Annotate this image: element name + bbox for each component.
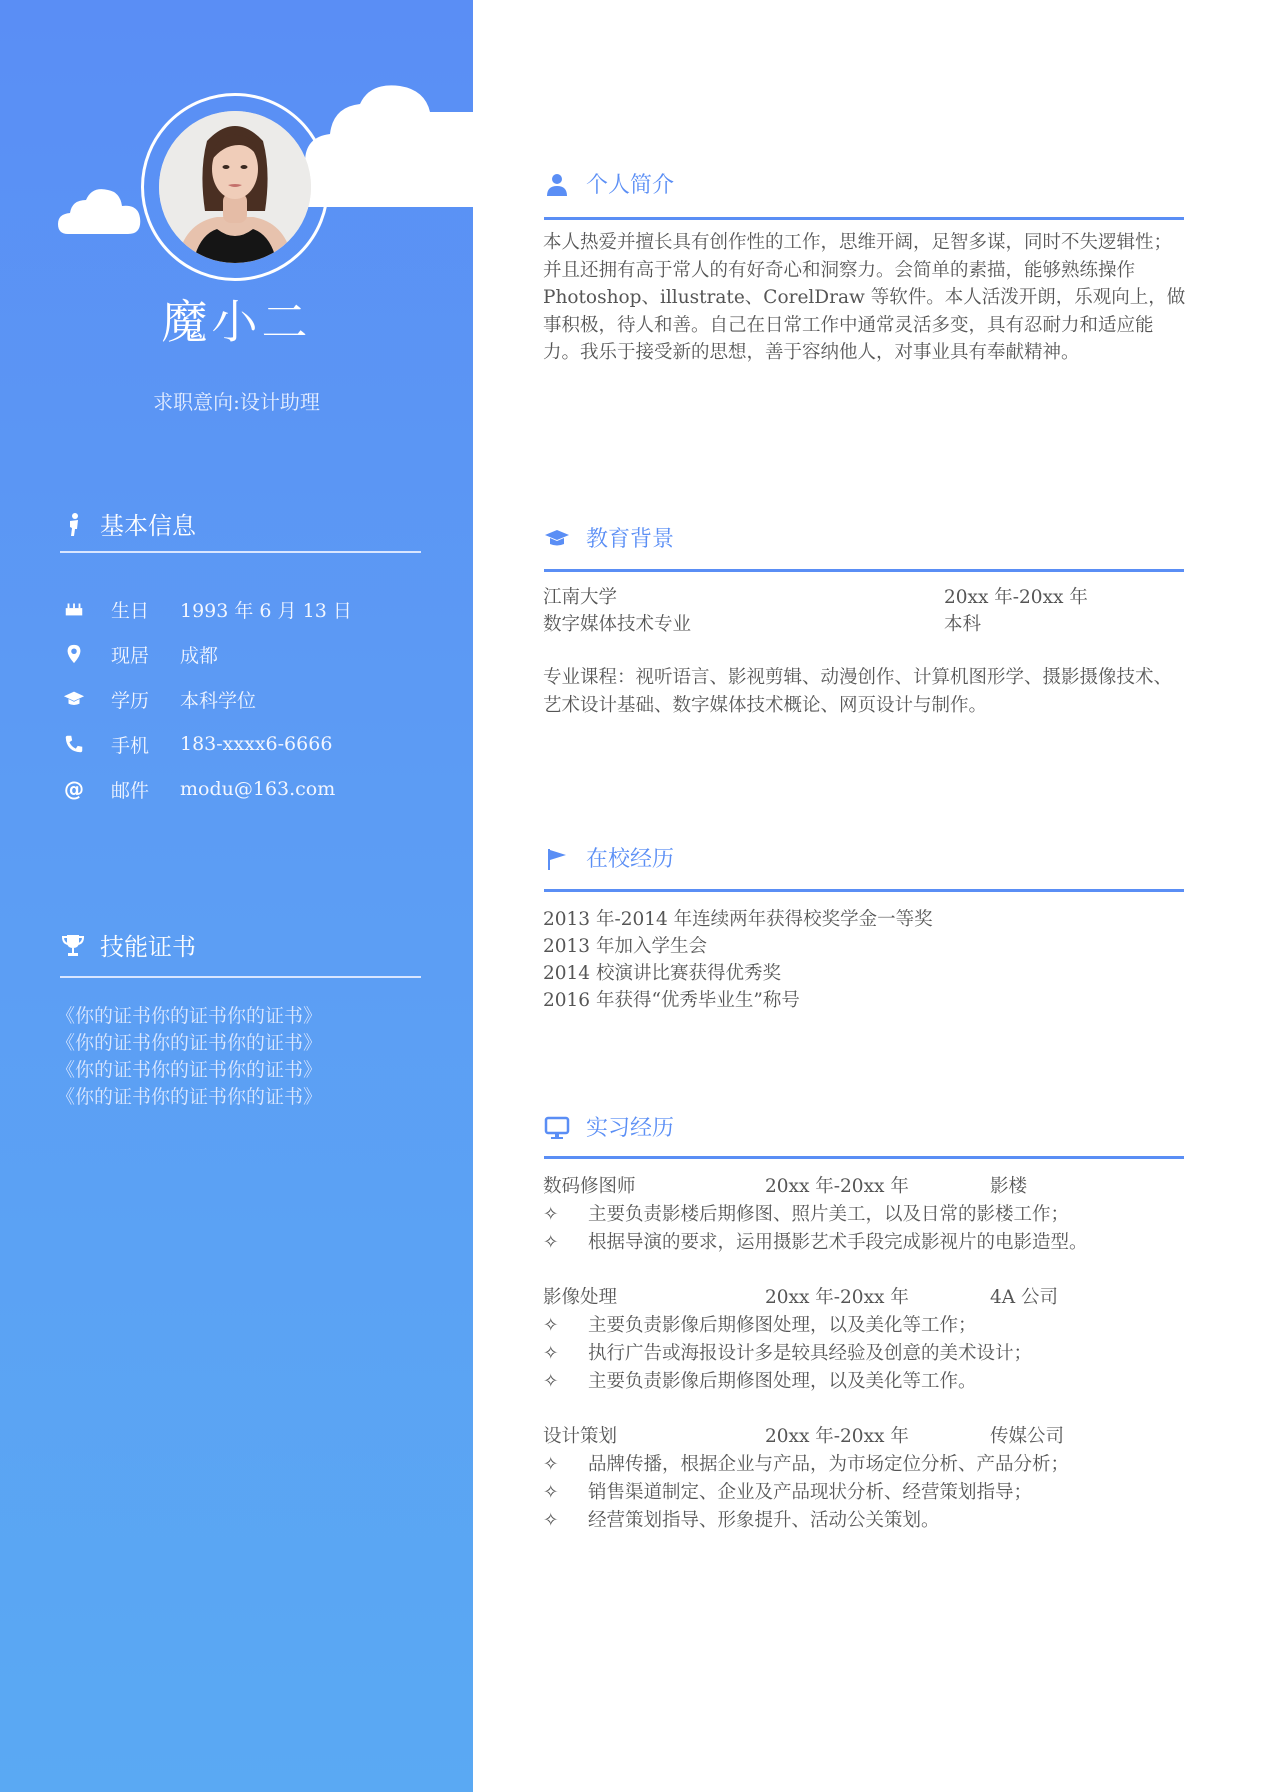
info-label: 手机 [111, 734, 150, 757]
bullet-text: 执行广告或海报设计多是较具经验及创意的美术设计； [588, 1343, 1033, 1364]
job-bullet [543, 1478, 1032, 1504]
divider [544, 569, 1184, 572]
campus-item: 2013 年-2014 年连续两年获得校奖学金一等奖 [543, 909, 933, 930]
sparkle-bullet-icon: ✧ [543, 1232, 559, 1253]
job-company: 传媒公司 [990, 1426, 1065, 1447]
info-row-email [62, 774, 335, 804]
bullet-text: 根据导演的要求，运用摄影艺术手段完成影视片的电影造型。 [588, 1232, 1088, 1253]
at-sign-icon: @ [64, 777, 84, 801]
sparkle-bullet-icon: ✧ [543, 1454, 559, 1475]
bullet-text: 销售渠道制定、企业及产品现状分析、经营策划指导； [588, 1482, 1033, 1503]
job-role: 影像处理 [543, 1287, 618, 1308]
info-label: 邮件 [111, 779, 150, 802]
location-pin-icon [62, 642, 86, 666]
job-role: 设计策划 [543, 1426, 618, 1447]
cloud-decoration [58, 186, 142, 236]
info-label: 现居 [111, 644, 150, 667]
graduation-cap-icon [62, 687, 86, 711]
divider [60, 976, 421, 978]
campus-heading [544, 842, 674, 873]
info-row-birthday [62, 594, 352, 624]
job-period: 20xx 年-20xx 年 [765, 1287, 909, 1308]
avatar [159, 111, 311, 263]
major: 数字媒体技术专业 [543, 614, 692, 635]
divider [544, 1156, 1184, 1159]
job-header [543, 1422, 1183, 1450]
sparkle-bullet-icon: ✧ [543, 1510, 559, 1531]
info-label: 学历 [111, 689, 150, 712]
basic-info-title: 基本信息 [100, 512, 196, 540]
info-value: 成都 [180, 644, 219, 667]
bullet-text: 主要负责影像后期修图处理，以及美化等工作。 [588, 1371, 977, 1392]
bullet-text: 经营策划指导、形象提升、活动公关策划。 [588, 1510, 940, 1531]
certificate-item: 《你的证书你的证书你的证书》 [56, 1086, 323, 1108]
campus-item: 2013 年加入学生会 [543, 936, 707, 957]
job-intent: 求职意向:设计助理 [153, 390, 320, 414]
education-period: 20xx 年-20xx 年 [944, 587, 1088, 608]
graduation-cap-icon [544, 525, 570, 551]
phone-icon [62, 732, 86, 756]
sidebar [0, 0, 473, 1792]
job-header [543, 1283, 1183, 1311]
job-bullet [543, 1506, 940, 1532]
job-bullet [543, 1367, 977, 1393]
sparkle-bullet-icon: ✧ [543, 1371, 559, 1392]
bullet-text: 主要负责影像后期修图处理，以及美化等工作； [588, 1315, 977, 1336]
job-company: 影楼 [990, 1176, 1028, 1197]
internship-heading [544, 1111, 674, 1142]
divider [544, 889, 1184, 892]
info-label: 生日 [111, 599, 150, 622]
job-bullet [543, 1200, 1069, 1226]
cloud-decoration-large [305, 82, 473, 207]
person-icon [544, 171, 570, 197]
job-bullet [543, 1228, 1088, 1254]
education-title: 教育背景 [586, 527, 675, 552]
trophy-icon [60, 932, 86, 958]
person-standing-icon [60, 511, 86, 537]
candidate-name: 魔小二 [161, 295, 312, 349]
about-text: 本人热爱并擅长具有创作性的工作，思维开阔，足智多谋，同时不失逻辑性；并且还拥有高于常人的有好奇心和洞察力。会简单的素描，能够熟练操作 Photoshop、illustrate、CorelDraw 等软件。本人活泼开朗，乐观向上，做事积极，待人和善。自己在日常工作中通常灵活多变，具有忍耐力和适应能力。我乐于接受新的思想，善于容纳他人，对事业具有奉献精神。 [543, 232, 1186, 363]
info-value: 1993 年 6 月 13 日 [180, 599, 352, 622]
info-row-education [62, 684, 256, 714]
certificates-title: 技能证书 [100, 933, 196, 961]
about-heading [544, 168, 674, 199]
info-row-phone [62, 729, 332, 759]
campus-item: 2014 校演讲比赛获得优秀奖 [543, 963, 781, 984]
bullet-text: 主要负责影楼后期修图、照片美工，以及日常的影楼工作； [588, 1204, 1070, 1225]
certificates-heading [60, 927, 196, 962]
monitor-icon [544, 1114, 570, 1140]
internship-title: 实习经历 [586, 1116, 675, 1141]
campus-item: 2016 年获得“优秀毕业生”称号 [543, 990, 800, 1011]
job-bullet [543, 1311, 977, 1337]
job-role: 数码修图师 [543, 1176, 636, 1197]
info-value: modu@163.com [180, 778, 336, 800]
divider [544, 217, 1184, 220]
campus-title: 在校经历 [586, 847, 675, 872]
job-bullet [543, 1450, 1069, 1476]
sparkle-bullet-icon: ✧ [543, 1343, 559, 1364]
school-name: 江南大学 [543, 587, 618, 608]
job-period: 20xx 年-20xx 年 [765, 1176, 909, 1197]
divider [60, 551, 421, 553]
job-period: 20xx 年-20xx 年 [765, 1426, 909, 1447]
cake-icon [62, 597, 86, 621]
certificate-item: 《你的证书你的证书你的证书》 [56, 1032, 323, 1054]
certificate-item: 《你的证书你的证书你的证书》 [56, 1059, 323, 1081]
job-company: 4A 公司 [990, 1287, 1059, 1308]
degree: 本科 [944, 614, 982, 635]
education-heading [544, 522, 674, 553]
info-row-residence [62, 639, 218, 669]
flag-icon [544, 845, 570, 871]
about-title: 个人简介 [586, 173, 675, 198]
info-value: 本科学位 [180, 689, 257, 712]
info-value: 183-xxxx6-6666 [180, 733, 333, 755]
basic-info-heading [60, 506, 196, 541]
job-bullet [543, 1339, 1032, 1365]
bullet-text: 品牌传播，根据企业与产品，为市场定位分析、产品分析； [588, 1454, 1070, 1475]
sparkle-bullet-icon: ✧ [543, 1482, 559, 1503]
courses-text: 专业课程：视听语言、影视剪辑、动漫创作、计算机图形学、摄影摄像技术、艺术设计基础、数字媒体技术概论、网页设计与制作。 [543, 667, 1173, 716]
job-header [543, 1172, 1183, 1200]
sparkle-bullet-icon: ✧ [543, 1315, 559, 1336]
certificate-item: 《你的证书你的证书你的证书》 [56, 1005, 323, 1027]
sparkle-bullet-icon: ✧ [543, 1204, 559, 1225]
